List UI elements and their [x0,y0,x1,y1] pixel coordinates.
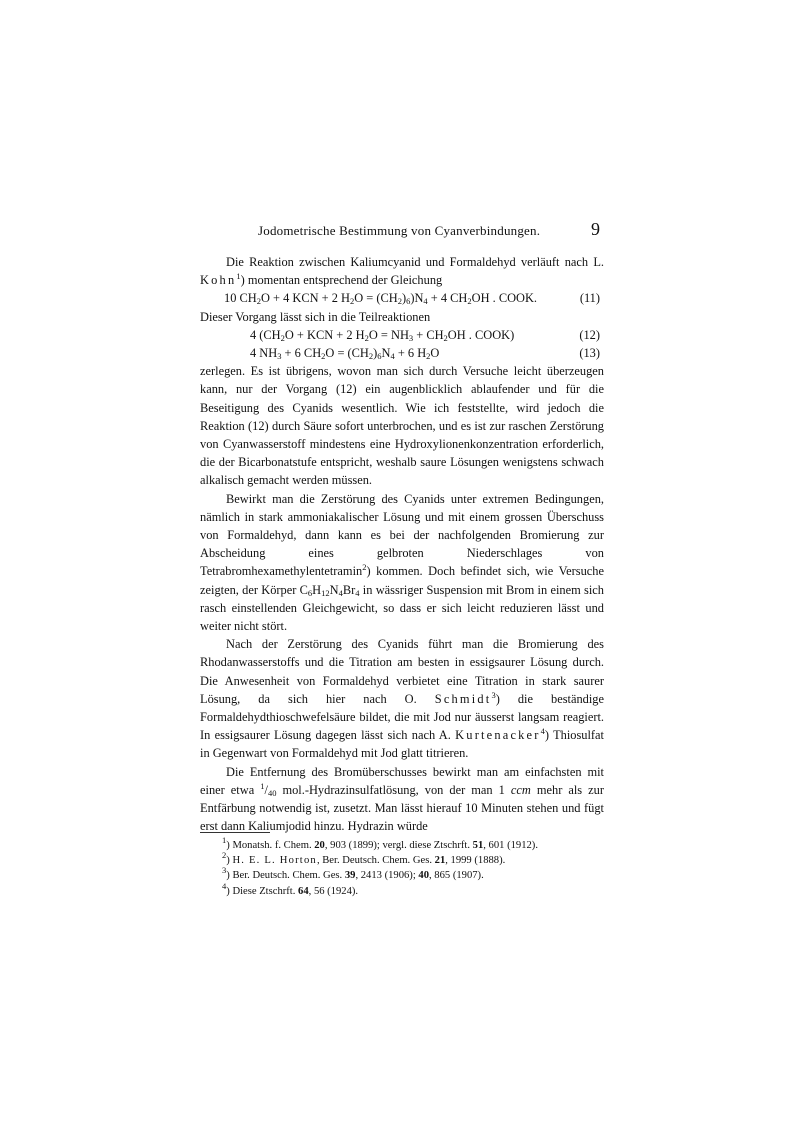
footnote-ref-4: 4 [540,726,545,737]
eq-text: 4 NH [250,345,278,360]
eq-text: )N [410,291,424,306]
text-run: ) kommen. Doch befindet sich, wie Versuche zeigten, der Körper C [200,564,604,597]
eq-text: ) [401,291,407,306]
text-run: , 2413 (1906); [355,870,419,882]
paragraph-5 [200,635,604,762]
text-run: Monatsh. f. Chem. [232,840,315,851]
page-number: 9 [591,219,600,239]
footnote-mark: 4 [222,880,227,891]
eq-text: O + 4 KCN + 2 H [260,291,350,306]
eq-sub: 4 [423,296,428,307]
author-horton: H. E. L. Horton [232,855,317,867]
footnote-1: $^1$) Monatsh. f. Chem. 20, 903 (1899); vergl. diese Ztschrft. 51, 601 (1912). [222,835,538,851]
text-run: N [329,582,339,597]
equation-13-number: (13) [579,345,600,360]
text-run: mol.-Hydrazinsulfatlösung, von der man 1 [276,782,511,797]
equation-12-expression [250,326,514,344]
paragraph-3: zerlegen. Es ist übrigens, wovon man sich durch Versuche leicht überzeugen kann, nur der Vorgang (12) ein augenblicklich ablaufender und für die Beseitigung des Cyanids wesentlich. Wie ich feststellte, wird jedoch die Reaktion (12) durch Säure sofort unterbrochen, und es ist zur raschen Zerstörung von Cyanwasserstoff mindestens eine Hydroxylionenkonzentration erforderlich, die der Bicarbonatstufe entspricht, weshalb saure Lösungen wenigstens schwach alkalisch gemacht werden müssen. [200,364,604,488]
eq-sub: 6 [406,296,411,307]
eq-sub: 2 [426,350,431,361]
volume: 20 [314,840,325,851]
text-run: Ber. Deutsch. Chem. Ges. [232,870,345,882]
paragraph-2: Dieser Vorgang lässt sich in die Teilreaktionen [200,309,431,324]
paragraph-4 [200,490,604,636]
footnote-ref-1: 1 [236,271,241,282]
equation-13 [200,344,604,362]
eq-text: N [381,345,391,360]
eq-sub: 6 [377,350,382,361]
eq-sub: 4 [390,350,395,361]
fraction-denominator: 40 [267,787,277,798]
eq-sub: 2 [256,296,261,307]
volume: 39 [344,870,356,882]
formula-sub: 12 [321,587,330,598]
eq-text: 10 CH [224,291,257,306]
text-run: Nach der Zerstörung des Cyanids führt man die Bromierung des Rhodanwasserstoffs und die Titration am besten in essigsaurer Lösung durch. Die Anwesenheit von Formaldehyd verbietet eine Titration in stark saurer Lösung, da sich hier nach O. [200,637,604,706]
eq-sub: 2 [443,332,448,343]
formula-sub: 6 [307,587,313,598]
footnote-2: $^2$) H. E. L. Horton, Ber. Deutsch. Chem. Ges. 21, 1999 (1888). [222,850,506,867]
paragraph-1 [200,253,604,289]
running-head [200,219,604,243]
author-kohn: Kohn [200,273,237,288]
author-schmidt: Schmidt [434,691,492,706]
text-run: , 1999 (1888). [445,855,506,867]
text-run: , Ber. Deutsch. Chem. Ges. [316,855,435,867]
eq-text: O = (CH [325,345,369,360]
paragraph-6 [200,763,604,836]
eq-sub: 2 [321,350,326,361]
eq-sub: 2 [368,350,374,361]
volume: 21 [434,855,446,867]
eq-text: O [430,345,440,360]
volume: 64 [298,885,309,897]
footnote-3: $^3$) Ber. Deutsch. Chem. Ges. 39, 2413 (1906); 40, 865 (1907). [222,865,484,882]
eq-sub: 2 [467,296,472,307]
footnotes [222,835,604,899]
text-run: mehr als zur Entfärbung notwendig ist, zusetzt. Man lässt hierauf 10 Minuten stehen und fügt erst dann Kaliumjodid hinzu. Hydrazin würde [200,782,604,834]
equation-11-expression [224,289,537,307]
volume: 51 [472,840,484,851]
footnote-mark: 3 [222,865,227,876]
equation-11-number: (11) [579,291,600,306]
text-run: ) momentan entsprechend der Gleichung [240,273,443,288]
author-kurtenacker: Kurtenacker [455,728,541,743]
text-run: Bewirkt man die Zerstörung des Cyanids unter extremen Bedingungen, nämlich in stark ammoniakalischer Lösung und mit einem grossen Überschuss von Formaldehyd, dann kann es bei der nachfolgenden Bromierung zur Abscheidung eines gelbroten Niederschlages von Tetrabromhexamethylentetramin [200,491,604,579]
eq-sub: 2 [280,332,285,343]
unit-ccm: ccm [510,782,531,797]
eq-text: O + KCN + 2 H [284,327,365,342]
text-run: , 601 (1912). [483,840,538,851]
running-head-title: Jodometrische Bestimmung von Cyanverbindungen. [258,223,541,238]
footnote-mark: 2 [222,850,227,861]
footnote-mark: 1 [222,835,227,845]
eq-text: 4 (CH [250,327,281,342]
formula-sub: 4 [355,587,360,598]
eq-text: ) [373,345,378,360]
text-run: in wässriger Suspension mit Brom in einem sich rasch einstellenden Gleichgewicht, so dass er sich leicht reduzieren lässt und weiter nicht stört. [200,582,604,634]
eq-text: O = (CH [354,291,398,306]
volume: 40 [418,870,429,882]
footnote-4: $^4$) Diese Ztschrft. 64, 56 (1924). [222,880,359,897]
eq-text: + 6 H [394,345,427,360]
text-run: Die Reaktion zwischen Kaliumcyanid und Formaldehyd verläuft nach L. [226,255,604,269]
fraction-slash: / [264,782,268,797]
eq-text: + 4 CH [427,291,468,306]
equation-12 [200,326,604,344]
eq-sub: 3 [408,332,414,343]
eq-text: + 6 CH [281,345,322,360]
equation-12-number: (12) [579,327,600,342]
eq-text: OH . COOK. [471,291,538,306]
text-run: Die Entfernung des Bromüberschusses bewirkt man am einfachsten mit einer etwa [200,764,604,797]
footnote-rule [200,832,270,833]
text-run: Br [342,582,356,597]
text-run: Diese Ztschrft. [232,885,299,897]
equation-11 [200,289,604,307]
text-run: ) Thiosulfat in Gegenwart von Formaldehyd mit Jod glatt titrieren. [200,728,604,761]
text-run: , 865 (1907). [429,870,484,882]
text-run: H [312,582,322,597]
formula-sub: 4 [338,587,343,598]
text-run: , 903 (1899); vergl. diese Ztschrft. [324,840,473,851]
footnote-ref-3: 3 [491,689,496,700]
text-run: ) die beständige Formaldehydthioschwefelsäure bildet, die mit Jod nur äusserst langsam reagiert. In essigsaurer Lösung dagegen lässt sich nach A. [200,691,604,743]
body-text [200,253,604,835]
eq-sub: 3 [277,350,282,361]
footnote-ref-2: 2 [362,562,367,573]
equation-13-expression [250,344,439,362]
fraction-numerator: 1 [260,780,265,791]
eq-sub: 2 [397,296,402,307]
eq-sub: 2 [364,332,369,343]
eq-text: + CH [413,327,444,342]
eq-text: OH . COOK) [447,327,515,342]
text-run: , 56 (1924). [308,885,359,897]
eq-text: O = NH [368,327,409,342]
eq-sub: 2 [349,296,355,307]
